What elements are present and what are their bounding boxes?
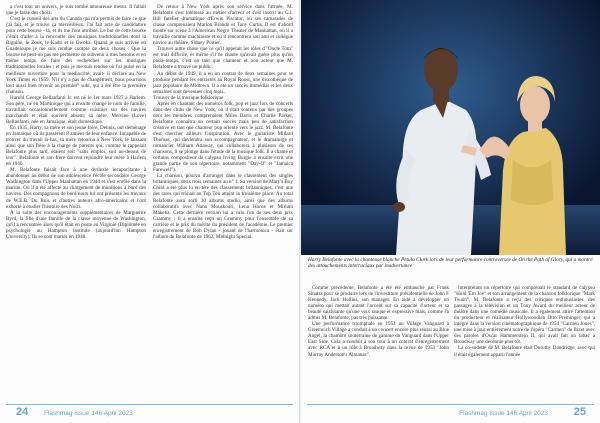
left-column-2 <box>153 4 293 396</box>
page-number: 24 <box>16 406 29 418</box>
paragraph: En 1935, Harry, sa mère et son jeune frère, Dennis, ont déménagé en Jamaïque où ils passèrent 8 années de leur enfance. Incapable de trouver du travail là-bas, sa mère retourna à New York, le laissant ainsi que son frère à la charge de parents qui, comme le rappelait Belafonte plus tard, étaient soit "sans emploi, soit au-dessus de leur". Belafonte et son frère doivent rejoindre leur mère à Harlem en 1940. <box>6 124 146 168</box>
footer-divider <box>307 404 594 405</box>
paragraph: La chanson, pourvu d'arranger dans le classement des singles britanniques, deux trois semaines au n° 1. Sa version de Mary's Boy Child a été plus lu en tête des classements britanniques, c'est une des rares qui trônait au Top Ten atteint la troisième place. Au total Belafonte aura sorti 30 albums studio, ainsi que des albums collaboratifs avec Nana Mouskouri, Lena Horne et Miriam Makeba. Cette dernière version lui a valu l'un de ses deux prix Grammy ; il a ensuite reçu un Grammy pour l'ensemble de sa carrière et le prix du mérite du président de l'académie. Le premier enregistrement de Bob Dylan - jouant de l'harmonica - était sur l'album de Belafonte de 1962, Midnight Special. <box>153 173 293 240</box>
paragraph: M. Belafonte faisait face à une dyslexie incapacitante à abandonner au début de son adolescence l'école secondaire George Washington dans l'Upper Manhattan en 1944 et s'est enrôlé dans la marine. Où il a été affecté au chargement de munitions à bord des navires. Des compagnons de bord noirs lui ont présenté les travaux de W.E.B. Du Bois et d'autres auteurs afro-américains et l'ont exhorté à étudier l'histoire des Noirs. <box>6 167 146 210</box>
paragraph: Trouver autre chose que ce qu'il appelait les rôles d'"Oncle Tom" est trail difficile, et même s'il ne chante qu'avait guère plus qu'un passe-temps, c'est en tant que chanteur et non acteur que M. Belafonte a trouvé un public. <box>153 46 293 71</box>
paragraph: a c'est tout un univers, je suis tombé amoureuse mesur. Il fallait que je fasse des choix. <box>6 4 146 17</box>
issue-label: Flashmag issue 146 April 2023 <box>44 410 133 417</box>
photo-illustration <box>301 0 600 255</box>
paragraph: À la suite des encouragements supplémentaires de Marguerite Byrd, la fille d'une famille de la classe moyenne de Washington, qu'il a rencontrée alors qu'il était en poste en Virginie (Diplômée en psychologie au Hampton Institute (aujourd'hui Hampton University). Ils se sont mariés en 1948. <box>6 209 146 240</box>
footer-right <box>301 400 600 423</box>
stage-photo <box>301 0 600 255</box>
right-column-2 <box>454 285 595 397</box>
paragraph: Au début de 1949, il a eu un contrat de deux semaines pour se produire pendant les entractes au Royal Roost, une discothèque de jazz populaire de Midtown. Il a été un succès immédiat et les deux semaines sont devenues cinq mois. <box>153 70 293 95</box>
section-heading: Trouver de la musique folklorique <box>153 94 224 101</box>
paragraph: Harold George Bellanfanti Jr. est né le 1er mars 1927 à Harlem. Son père, né en Martinique qui a ensuite changé le nom de famille, travaillait occasionnellement comme cuisinier sur des navires marchands et était souvent absent; sa mère, Melvine (Love) Bellanfanti, née en Jamaïque, était domestique. <box>6 94 146 125</box>
paragraph: Après en chantant des numéros folk, pop et jazz lors de concerts dans des clubs de New York, où il était soutenu par des groupes dont les membres comprenaient Miles Davis et Charlie Parker, Belafonte connaîtra un certain succès mais peu de satisfaction créative en tant que chanteur pop orienté vers le jazz. M. Belafonte s'est chercher ailleurs l'inspiration. Avec le guitariste Millard Thomas, qui deviendra son accompagnateur, et le dramaturge et romancier William Attaway, qui collaborera à plusieurs de ses chansons, il se plonge dans l'étude de la musique folk. Il a chanté et certains compositeur de calypso Irving Burgie a ensuite écrit une grande partie de son répertoire, notamment "Day-O" et "Jamaica Farewell"). <box>153 100 293 174</box>
paragraph: De retour à New York après son service dans l'armée, M. Belafonte s'est intéressé au métier d'acteur et s'est inscrit au G.I. Bill l'atelier dramatique d'Erwin Piscator, où ses camarades de classe comprenaient Marlon Brando et Tony Curtis. Il est d'abord monté sur scène à l'American Negro Theater de Manhattan, où il a travaillé comme machiniste et où il rencontrera son ami et collègue novice au théâtre, Sidney Poitier. <box>153 4 293 47</box>
right-page <box>301 0 600 423</box>
issue-label: Flashmag issue 146 April 2023 <box>459 410 548 417</box>
photo-caption: Harry Belafonte avec la chanteuse blanche Petula Clark lors de leur performance controversée de On the Path of Glory, qui a montré des attouchements interraciaux par inadvertance <box>308 257 593 270</box>
paragraph: Comme précédente, Belafonte a été été embauché par Frank Sinatra pour se produire lors de l'investiture présidentielle de John F Kennedy. Jack Hollins, son manager. En aidé à développer un numéro qui mettait autant l'accent sur sa capacité d'acteur et sa beauté saisissante qu'une voix rauque et expressive mais, comme l'a admis M. Belafonte, pas très puissante. <box>308 285 449 322</box>
left-column-1 <box>6 4 146 396</box>
footer-divider <box>6 404 293 405</box>
page-number: 25 <box>573 406 586 418</box>
footer-left <box>0 400 299 423</box>
left-page <box>0 0 299 423</box>
paragraph: C'est le conseil des arts du Canada qui m'a permis de faire ce que j'ai fait, et je trouve ça merveilleux. J'ai fait acte de candidature pour cette bourse - là, et ils me l'ont attribué. Le but de cette bourse c'était d'aller à la rencontre des musiques traditionnelles dont la Biguine, le Zouk, le Kadri et le Gwoka. Quand je suis arrivée en Guadeloupe je me suis rendue compte de deux choses : Que la bourse ne peut-on pas me permettre de subvenir à mes besoins et en même temps de faire des recherches sur les musiques traditionnelles locales ; et puis je me suis rendue où l'ai puisé en la meilleure ouverture pour la médiocrité, avait- il déclaré au New York Times en 1959. N'il n'y a pas de changement, nous pourrions tout aussi bien revenir au premier" subi, qui a été être la première chanson. <box>6 16 146 95</box>
paragraph: Une performance triomphale en 1951 au Village Vanguard à Greenwich Village a conduit à un concert encore plus réussi au Blue Angel, la chambre souterraine de gamme du Vanguard dans l'Upper East Side. Cela a conduit à son tour à un contrat d'enregistrement avec RCA et à un rôle à Broadway dans la revue de 1953 "John Murray Anderson's Almanac". <box>308 321 449 358</box>
paragraph: La co-vedette de M. Belafonte était Dorothy Dandridge, avec qui il était également apparu l'année <box>454 345 595 358</box>
paragraph: Interprétant un répertoire qui comprenait le standard de calypso "Hold 'Em Joe" et son arrangement de la chanson folklorique "Mark Twain", M. Belafonte a reçu des critiques enthousiastes, des passages à la télévision et un Tony Award du meilleur acteur de théâtre dans une comédie musicale. Il a également attiré l'attention du producteur et réalisateur Hollywoodien Otto Preminger, qui a intégré dans la version cinématographique de 1954 "Carmen Jones", une mise à jour entièrement noire de l'opéra "Carmen" de Bizet avec des paroles d'Oscar Hammerstein II, qui avait fait un tabac à Broadway une décennie plus tôt. <box>454 285 595 346</box>
right-column-1 <box>308 285 449 397</box>
